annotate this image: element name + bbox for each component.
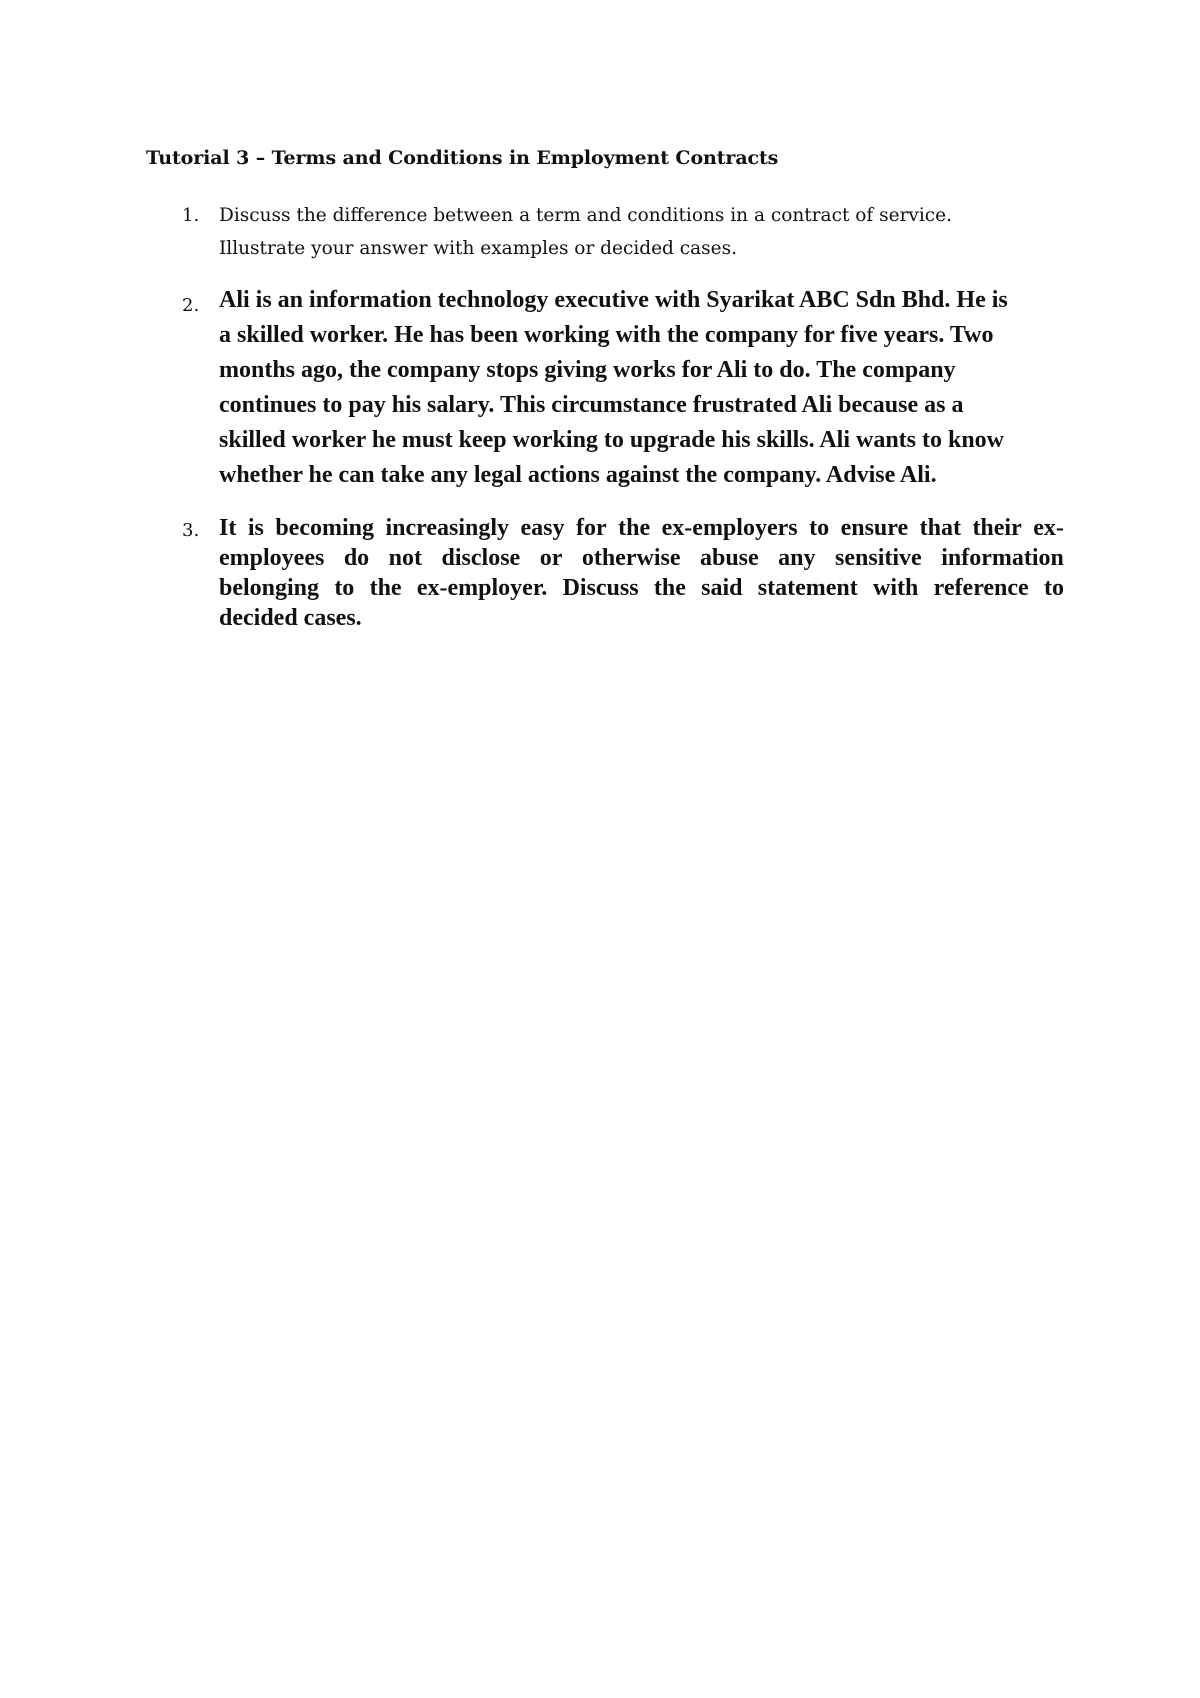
question-line: decided cases. bbox=[219, 605, 362, 631]
question-line bbox=[219, 513, 1064, 543]
question-line: a skilled worker. He has been working with the company for five years. Two bbox=[219, 322, 994, 348]
word: ex-employers bbox=[661, 515, 798, 541]
question-number: 1. bbox=[182, 205, 200, 226]
question-line: Discuss the difference between a term and conditions in a contract of service. bbox=[219, 205, 952, 226]
word: the bbox=[618, 515, 651, 541]
word: to bbox=[809, 515, 830, 541]
word: statement bbox=[757, 575, 858, 601]
word: Discuss bbox=[562, 575, 639, 601]
word: information bbox=[941, 545, 1064, 571]
word: employees bbox=[219, 545, 325, 571]
question-line bbox=[219, 543, 1064, 573]
word: or bbox=[539, 545, 563, 571]
question-line: Illustrate your answer with examples or decided cases. bbox=[219, 238, 737, 259]
word: abuse bbox=[699, 545, 759, 571]
word: It bbox=[219, 515, 237, 541]
word: ex- bbox=[1033, 515, 1064, 541]
question-line: Ali is an information technology executive with Syarikat ABC Sdn Bhd. He is bbox=[219, 287, 1008, 313]
word: for bbox=[576, 515, 607, 541]
word: the bbox=[369, 575, 402, 601]
question-number: 2. bbox=[182, 295, 200, 316]
word: belonging bbox=[219, 575, 320, 601]
word: said bbox=[701, 575, 743, 601]
question-line bbox=[219, 573, 1064, 603]
word: sensitive bbox=[835, 545, 922, 571]
word: not bbox=[388, 545, 423, 571]
question-text bbox=[219, 199, 1066, 265]
word: that bbox=[919, 515, 961, 541]
question-line: continues to pay his salary. This circumstance frustrated Ali because as a bbox=[219, 392, 964, 418]
page-title: Tutorial 3 – Terms and Conditions in Employment Contracts bbox=[146, 147, 779, 169]
word: reference bbox=[933, 575, 1029, 601]
word: with bbox=[873, 575, 919, 601]
word: to bbox=[334, 575, 355, 601]
word: to bbox=[1044, 575, 1064, 601]
word: is bbox=[247, 515, 264, 541]
question-line: whether he can take any legal actions against the company. Advise Ali. bbox=[219, 462, 937, 488]
question-number: 3. bbox=[182, 520, 200, 541]
word: ex-employer. bbox=[416, 575, 548, 601]
word: disclose bbox=[441, 545, 521, 571]
question-line: skilled worker he must keep working to upgrade his skills. Ali wants to know bbox=[219, 427, 1005, 453]
word: any bbox=[778, 545, 816, 571]
question-1 bbox=[146, 199, 1066, 265]
question-2 bbox=[146, 283, 1066, 493]
word: otherwise bbox=[581, 545, 681, 571]
word: the bbox=[653, 575, 686, 601]
word: easy bbox=[520, 515, 565, 541]
word: their bbox=[972, 515, 1022, 541]
question-3 bbox=[146, 513, 1066, 633]
question-text bbox=[219, 283, 1066, 493]
question-line: months ago, the company stops giving works for Ali to do. The company bbox=[219, 357, 956, 383]
question-text bbox=[219, 513, 1064, 633]
word: do bbox=[343, 545, 370, 571]
word: ensure bbox=[840, 515, 909, 541]
word: increasingly bbox=[385, 515, 510, 541]
word: becoming bbox=[275, 515, 374, 541]
